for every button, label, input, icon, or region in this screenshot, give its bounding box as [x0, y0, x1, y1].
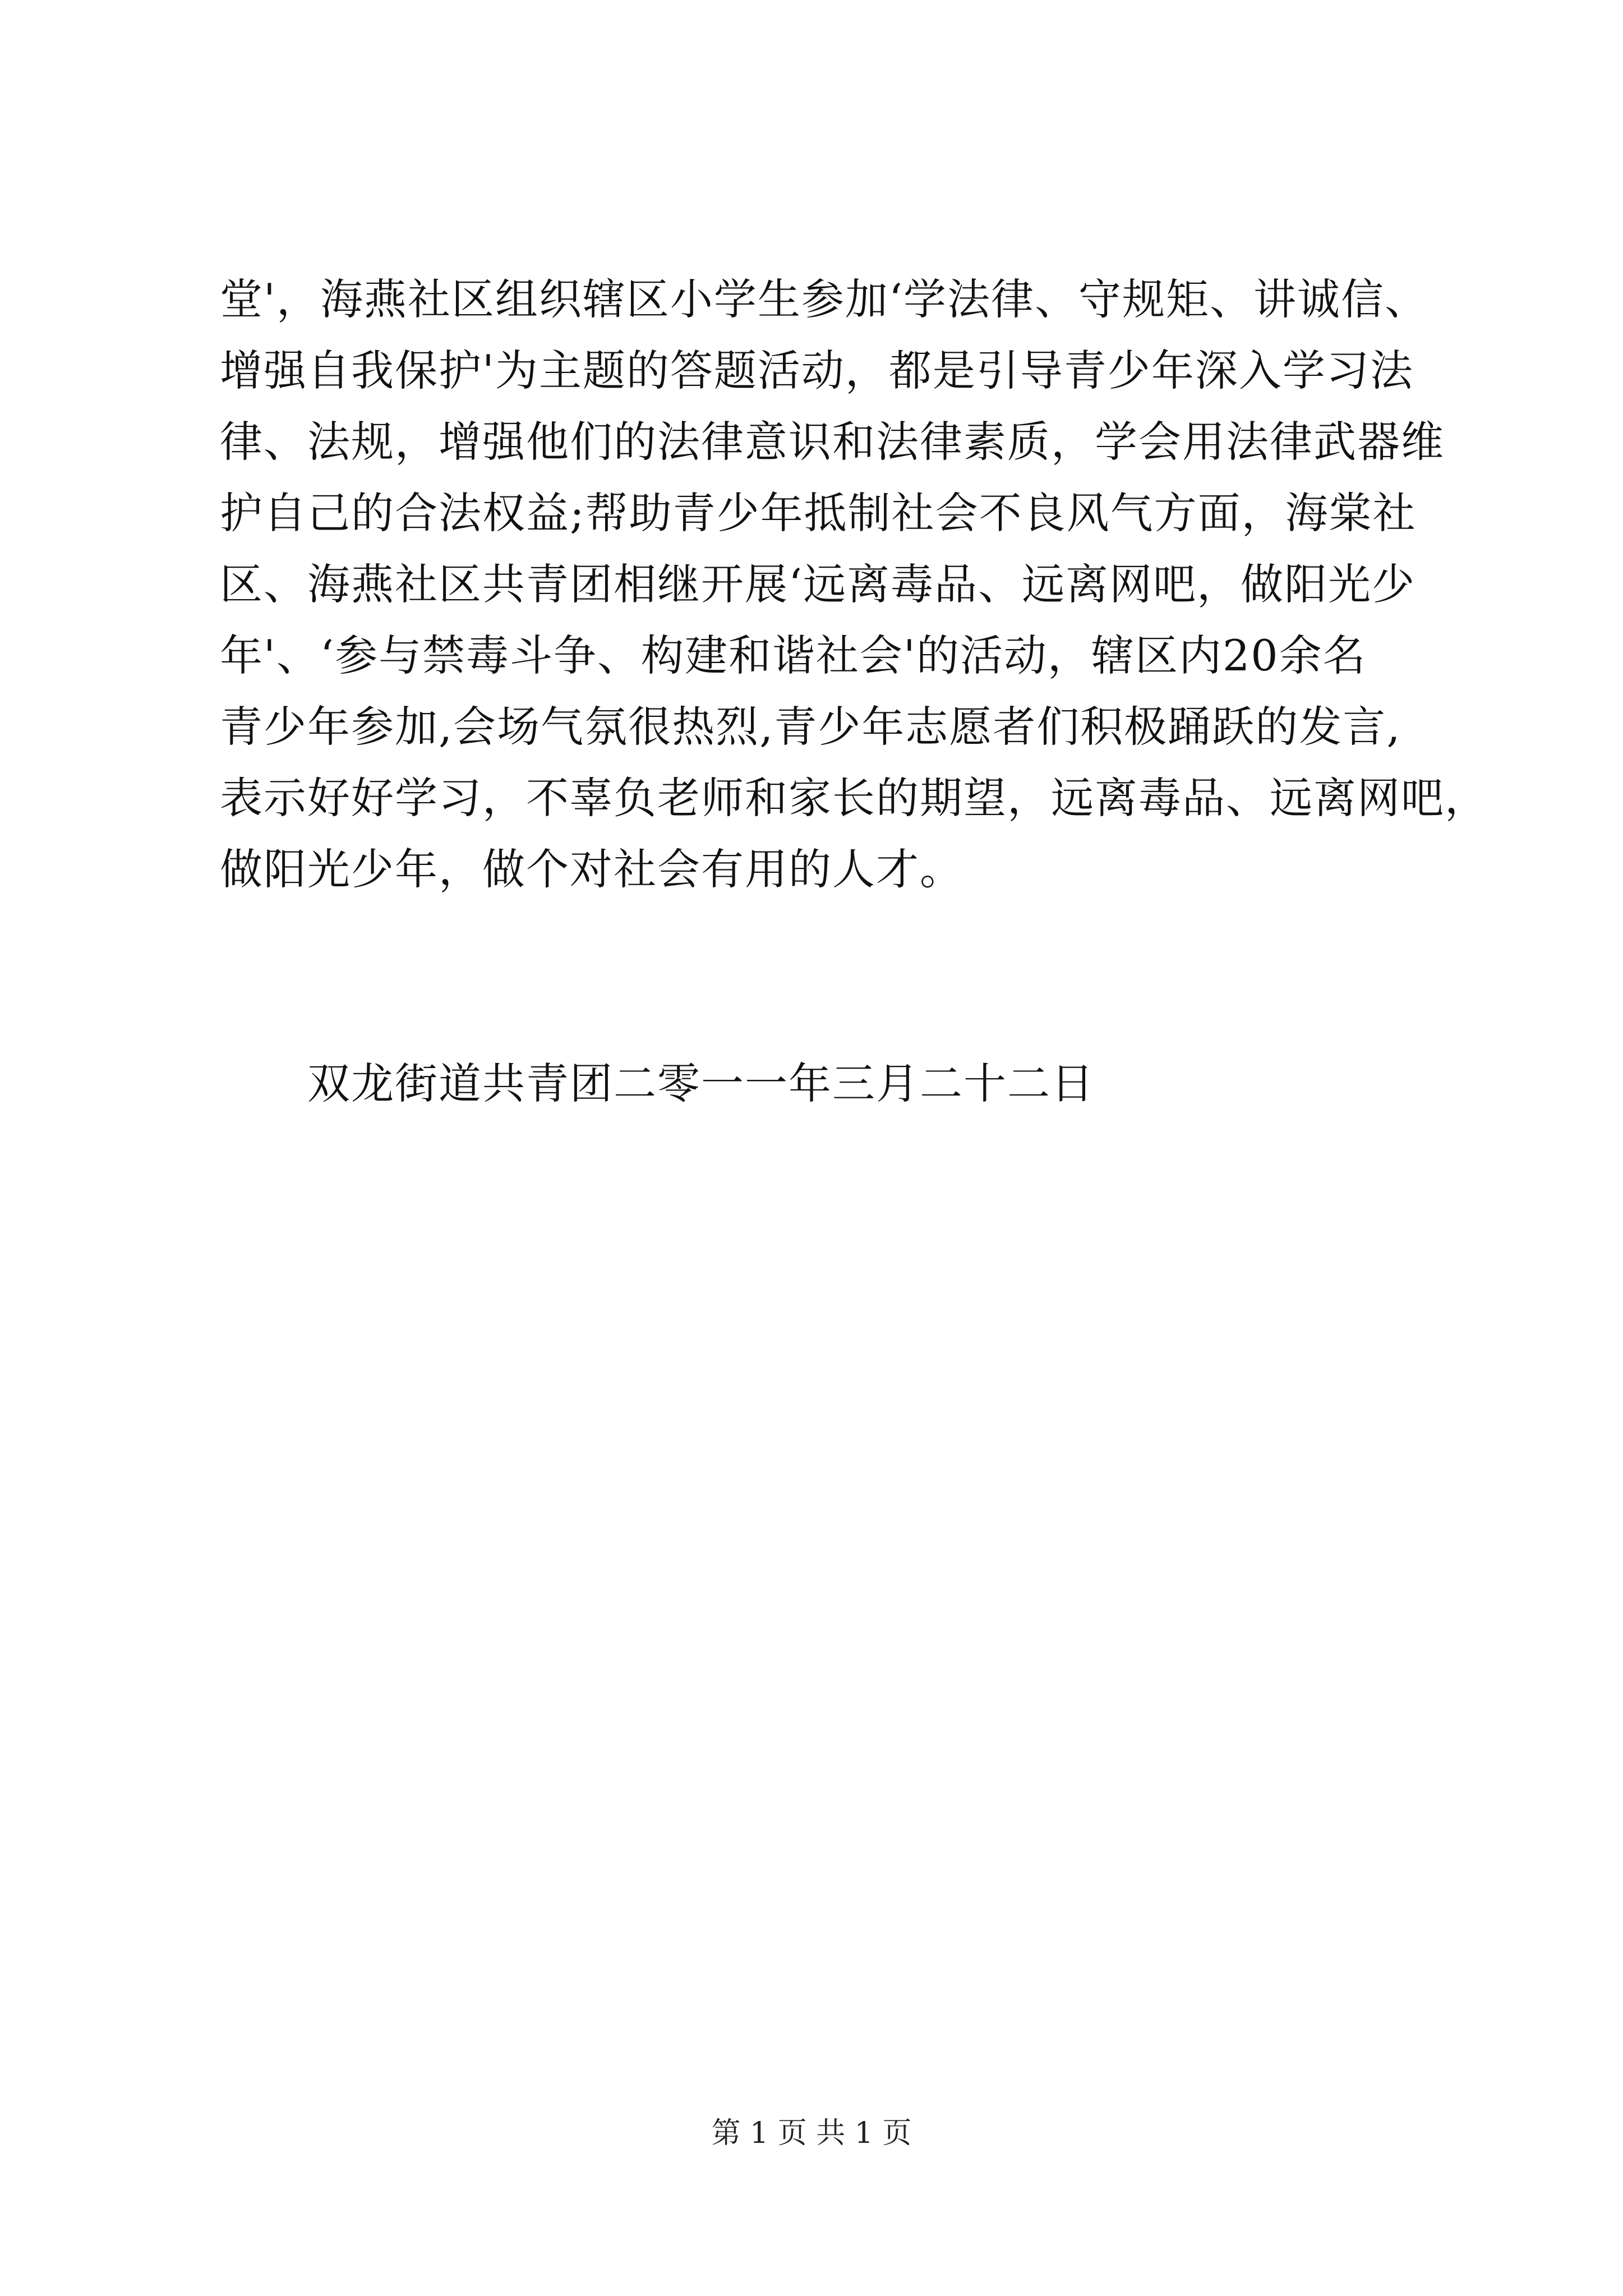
body-paragraph: [220, 264, 1488, 905]
body-line: 增强自我保护'为主题的答题活动，都是引导青少年深入学习法: [220, 346, 1414, 395]
body-line: 护自己的合法权益;帮助青少年抵制社会不良风气方面，海棠社: [220, 488, 1417, 538]
page-number-footer: 第 1 页 共 1 页: [711, 2116, 912, 2150]
body-line: 做阳光少年，做个对社会有用的人才。: [220, 844, 963, 894]
body-line: 青少年参加,会场气氛很热烈,青少年志愿者们积极踊跃的发言,: [220, 702, 1401, 752]
body-line: 年'、‘参与禁毒斗争、构建和谐社会'的活动，辖区内20余名: [220, 631, 1367, 680]
body-line: 律、法规，增强他们的法律意识和法律素质，学会用法律武器维: [220, 417, 1445, 467]
signature-line: 双龙街道共青团二零一一年三月二十二日: [307, 1059, 1095, 1108]
body-line: 区、海燕社区共青团相继开展‘远离毒品、远离网吧，做阳光少: [220, 559, 1416, 609]
body-line: 表示好好学习，不辜负老师和家长的期望，远离毒品、远离网吧，: [220, 773, 1488, 823]
body-line: 堂'，海燕社区组织辖区小学生参加‘学法律、守规矩、讲诚信、: [220, 274, 1429, 324]
